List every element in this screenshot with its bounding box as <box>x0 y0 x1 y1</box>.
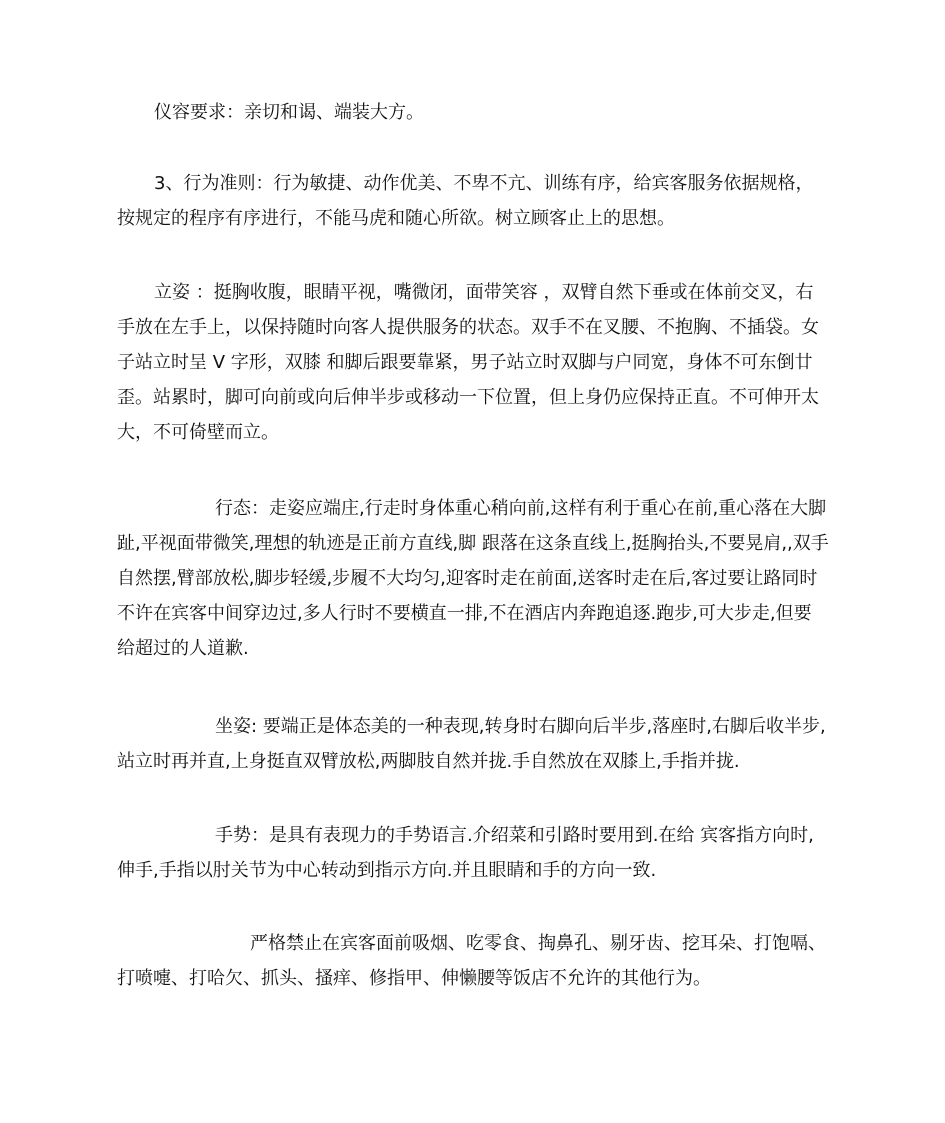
paragraph-behavior-rules: 3、行为准则：行为敏捷、动作优美、不卑不亢、训练有序，给宾客服务依据规格，按规定的程序有序进行，不能马虎和随心所欲。树立顾客止上的思想。 <box>117 173 814 229</box>
paragraph-walking-posture: 行态：走姿应端庄,行走时身体重心稍向前,这样有利于重心在前,重心落在大脚趾,平视面带微笑,理想的轨迹是正前方直线,脚 跟落在这条直线上,挺胸抬头,不要晃肩,,双手自然摆,臂部放松,脚步轻缓,步履不大均匀,迎客时走在前面,送客时走在后,客过要让路同时不许在宾客中间穿边过,多人行时不要横直一排,不在酒店内奔跑追逐.跑步,可大步走,但要给超过的人道歉. <box>117 498 829 659</box>
paragraph-appearance-requirement: 仪容要求：亲切和谒、端装大方。 <box>154 102 424 123</box>
paragraph-sitting-posture: 坐姿: 要端正是体态美的一种表现,转身时右脚向后半步,落座时,右脚后收半步,站立时再并直,上身挺直双臂放松,两脚肢自然并拢.手自然放在双膝上,手指并拢. <box>117 716 826 772</box>
paragraph-prohibited-behaviors: 严格禁止在宾客面前吸烟、吃零食、掏鼻孔、剔牙齿、挖耳朵、打饱嗝、打喷嚏、打哈欠、抓头、搔痒、修指甲、伸懒腰等饭店不允许的其他行为。 <box>117 933 826 989</box>
paragraph-hand-gestures: 手势：是具有表现力的手势语言.介绍菜和引路时要用到.在给 宾客指方向时,伸手,手指以肘关节为中心转动到指示方向.并且眼睛和手的方向一致. <box>117 825 814 881</box>
paragraph-standing-posture: 立姿 ：挺胸收腹，眼睛平视，嘴微闭，面带笑容 ，双臂自然下垂或在体前交叉，右手放在左手上，以保持随时向客人提供服务的状态。双手不在叉腰、不抱胸、不插袋。女子站立时呈 V 字形，双膝 和脚后跟要靠紧，男子站立时双脚与户同宽，身体不可东倒廿歪。站累时，脚可向前或向后伸半步或移动一下位置，但上身仍应保持正直。不可伸开太大，不可倚壁而立。 <box>117 282 819 443</box>
